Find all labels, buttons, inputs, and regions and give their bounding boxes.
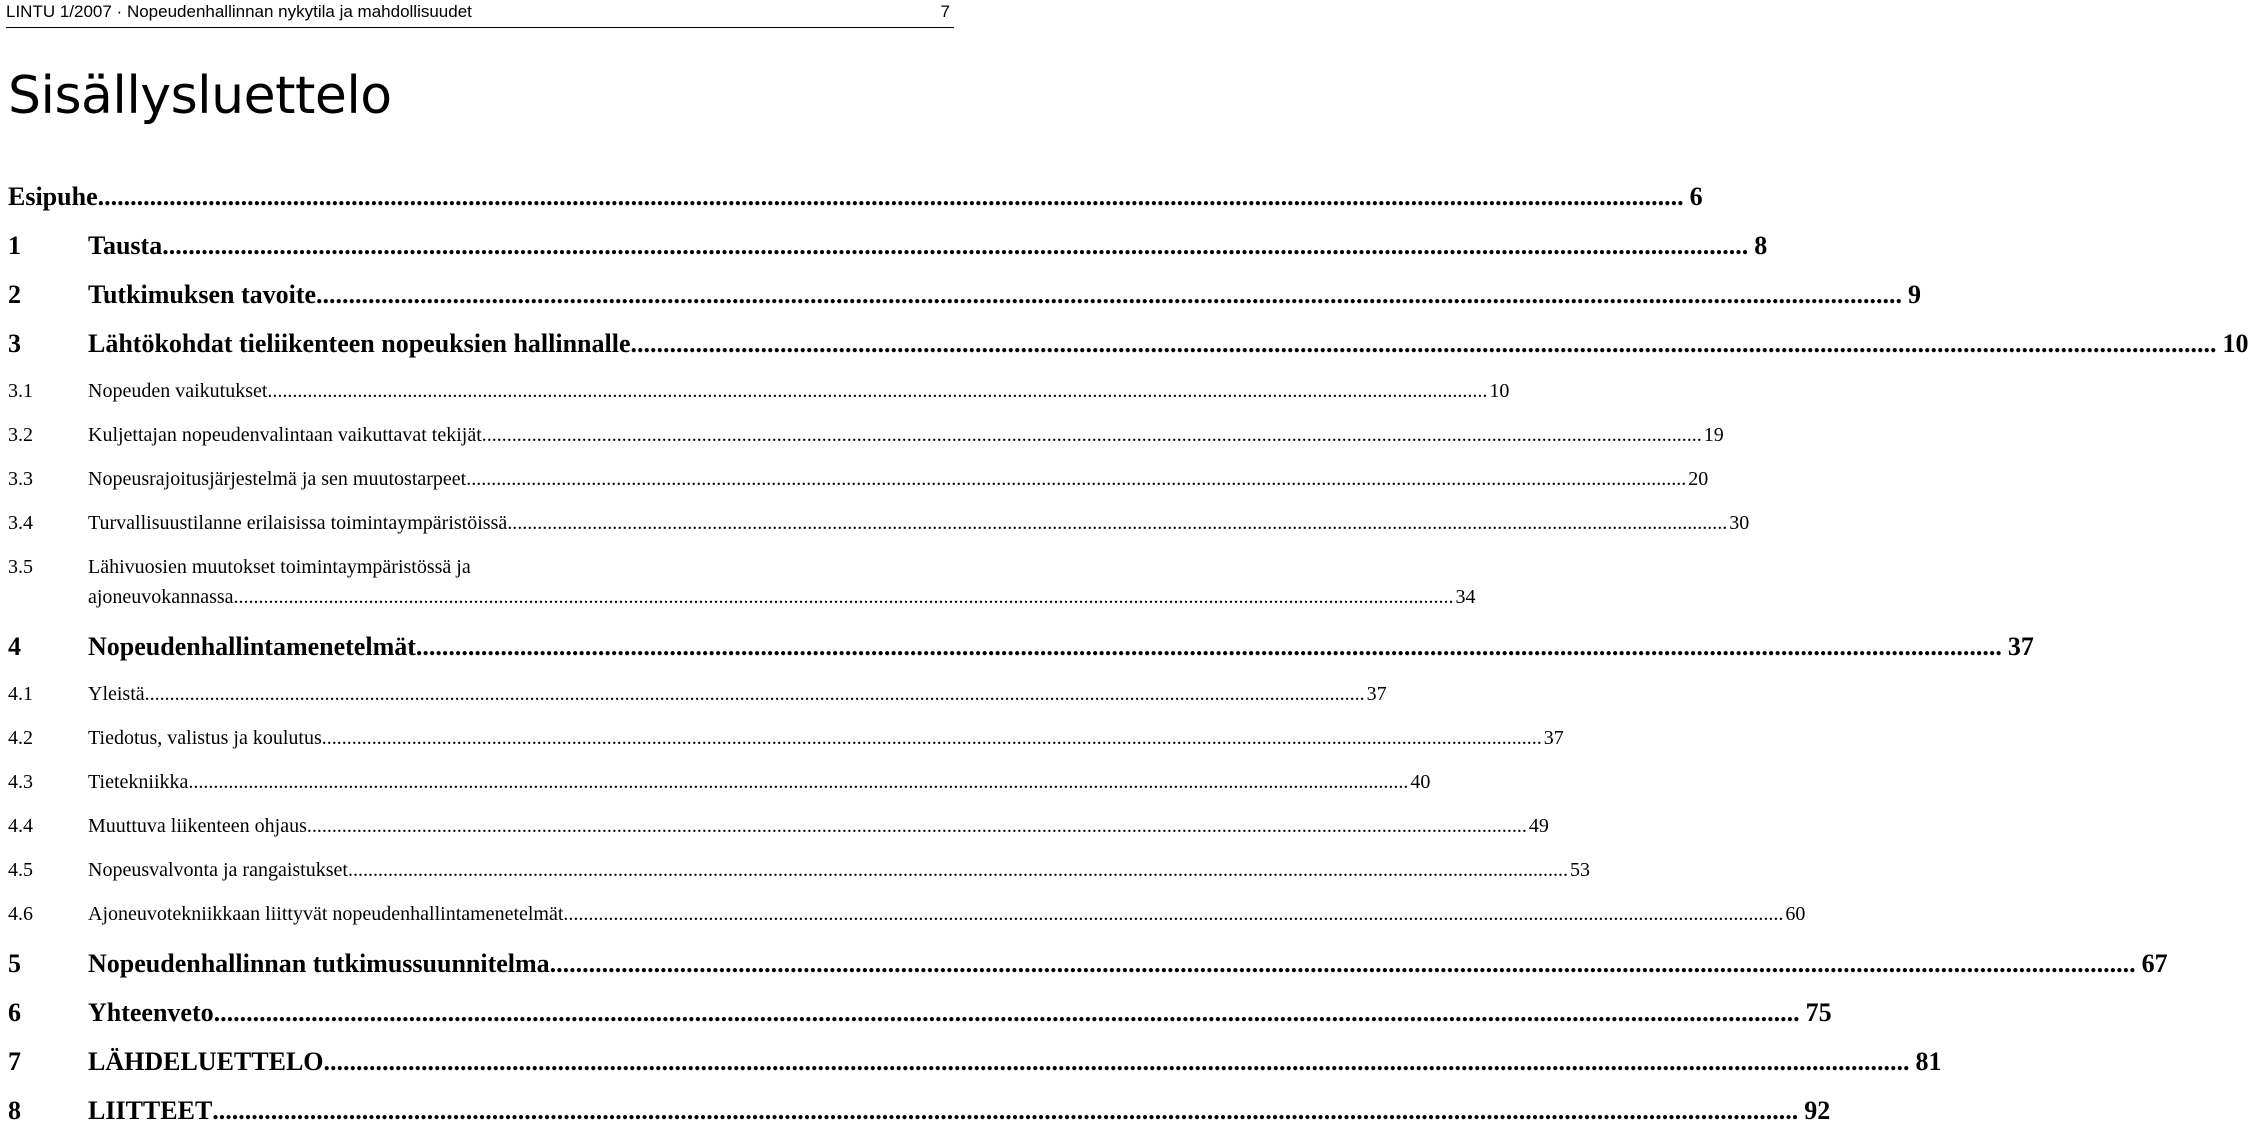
toc-entry-number: 8 [8, 1096, 21, 1125]
toc-entry-label: Nopeuden vaikutukset [88, 380, 268, 402]
toc-entry-page: 81 [1915, 1047, 1942, 1076]
toc-entry-page: 67 [2141, 949, 2168, 978]
page-number: 7 [940, 2, 950, 21]
toc-entry-number: 3.4 [8, 512, 33, 534]
toc-entry-4-4[interactable] [8, 812, 1549, 840]
toc-entry-page: 19 [1703, 424, 1724, 446]
toc-entry-4-3[interactable] [8, 768, 1431, 796]
dot-leader [563, 900, 1783, 928]
toc-entry-3-4[interactable] [8, 509, 1750, 537]
dot-leader [631, 327, 2217, 361]
dot-leader [316, 278, 1902, 312]
toc-entry-3[interactable] [8, 327, 2249, 361]
toc-entry-label: LIITTEET [88, 1096, 213, 1125]
toc-entry-number: 6 [8, 998, 21, 1027]
toc-entry-page: 10 [2222, 329, 2249, 358]
toc-entry-number: 4.3 [8, 771, 33, 793]
toc-entry-page: 40 [1410, 771, 1431, 793]
toc-entry-page: 49 [1528, 815, 1549, 837]
toc-entry-page: 10 [1489, 380, 1510, 402]
toc-entry-number: 4.2 [8, 727, 33, 749]
toc-entry-label: Tutkimuksen tavoite [88, 280, 317, 309]
toc-entry-5[interactable] [8, 947, 2168, 981]
toc-entry-page: 8 [1754, 231, 1768, 260]
toc-entry-label: Yleistä [88, 683, 145, 705]
toc-entry-label: Tausta [88, 231, 163, 260]
toc-entry-label: Nopeusvalvonta ja rangaistukset [88, 859, 348, 881]
page-title: Sisällysluettelo [8, 66, 392, 126]
toc-entry-4-1[interactable] [8, 680, 1387, 708]
dot-leader [416, 630, 2002, 664]
dot-leader [98, 180, 1684, 214]
toc-entry-number: 4 [8, 632, 21, 661]
toc-entry-1[interactable] [8, 229, 1768, 263]
dot-leader [214, 996, 1800, 1030]
toc-entry-label: Lähtökohdat tieliikenteen nopeuksien hallinnalle [88, 329, 631, 358]
toc-entry-label: Ajoneuvotekniikkaan liittyvät nopeudenhallintamenetelmät [88, 903, 564, 925]
toc-entry-number: 3.3 [8, 468, 33, 490]
toc-entry-number: 2 [8, 280, 21, 309]
dot-leader [550, 947, 2136, 981]
toc-entry-number: 5 [8, 949, 21, 978]
toc-entry-number: 4.5 [8, 859, 33, 881]
dot-leader [507, 509, 1727, 537]
dot-leader [145, 680, 1365, 708]
dot-leader [322, 724, 1542, 752]
toc-entry-page: 92 [1804, 1096, 1831, 1125]
toc-entry-4-5[interactable] [8, 856, 1590, 884]
dot-leader [234, 583, 1454, 611]
dot-leader [307, 812, 1527, 840]
toc-entry-number: 4.4 [8, 815, 33, 837]
toc-entry-7[interactable] [8, 1045, 1942, 1079]
dot-leader [348, 856, 1568, 884]
toc-entry-number: 4.6 [8, 903, 33, 925]
toc-entry-page: 37 [2007, 632, 2034, 661]
toc-entry-4[interactable] [8, 630, 2034, 664]
toc-entry-page: 30 [1729, 512, 1750, 534]
toc-entry-number: 3.1 [8, 380, 33, 402]
dot-leader [188, 768, 1408, 796]
toc-entry-label: Muuttuva liikenteen ohjaus [88, 815, 307, 837]
toc-entry-label: Lähivuosien muutokset toimintaympäristössä ja [88, 556, 471, 578]
toc-entry-page: 53 [1569, 859, 1590, 881]
toc-entry-page: 6 [1689, 182, 1703, 211]
dot-leader [212, 1094, 1798, 1128]
toc-entry-4-6[interactable] [8, 900, 1806, 928]
toc-entry-label: Nopeusrajoitusjärjestelmä ja sen muutostarpeet [88, 468, 467, 490]
toc-entry-label: Kuljettajan nopeudenvalintaan vaikuttavat tekijät [88, 424, 482, 446]
dot-leader [267, 377, 1487, 405]
toc-entry-3-1[interactable] [8, 377, 1510, 405]
toc-entry-label: Tiedotus, valistus ja koulutus [88, 727, 322, 749]
toc-entry-6[interactable] [8, 996, 1832, 1030]
toc-entry-page: 75 [1805, 998, 1832, 1027]
toc-entry-page: 20 [1688, 468, 1709, 490]
toc-entry-page: 9 [1908, 280, 1922, 309]
toc-entry-label: Turvallisuustilanne erilaisissa toimintaympäristöissä [88, 512, 508, 534]
toc-entry-3-3[interactable] [8, 465, 1709, 493]
toc-entry-2[interactable] [8, 278, 1922, 312]
toc-entry-number: 3.5 [8, 556, 33, 578]
toc-entry-label: Esipuhe [8, 182, 98, 211]
toc-entry-number: 4.1 [8, 683, 33, 705]
toc-entry-8[interactable] [8, 1094, 1831, 1128]
toc-entry-label: LÄHDELUETTELO [88, 1047, 324, 1076]
dot-leader [324, 1045, 1910, 1079]
toc-entry-number: 1 [8, 231, 21, 260]
toc-entry-3-2[interactable] [8, 421, 1724, 449]
toc-entry-label: Yhteenveto [88, 998, 214, 1027]
toc-entry-4-2[interactable] [8, 724, 1564, 752]
toc-entry-label: Tietekniikka [88, 771, 189, 793]
running-title: LINTU 1/2007 · Nopeudenhallinnan nykytila ja mahdollisuudet [6, 2, 472, 21]
toc-entry-page: 37 [1543, 727, 1564, 749]
dot-leader [162, 229, 1748, 263]
toc-entry-preface[interactable] [8, 180, 1703, 214]
toc-entry-number: 3 [8, 329, 21, 358]
toc-entry-label: Nopeudenhallinnan tutkimussuunnitelma [88, 949, 550, 978]
dot-leader [466, 465, 1686, 493]
toc-entry-page: 60 [1785, 903, 1806, 925]
toc-entry-page: 34 [1455, 586, 1476, 608]
toc-entry-3-5[interactable] [8, 553, 1476, 611]
dot-leader [482, 421, 1702, 449]
toc-entry-label: Nopeudenhallintamenetelmät [88, 632, 416, 661]
toc-entry-label-continued: ajoneuvokannassa [88, 586, 234, 608]
toc-entry-number: 3.2 [8, 424, 33, 446]
toc-entry-page: 37 [1366, 683, 1387, 705]
toc-entry-number: 7 [8, 1047, 21, 1076]
